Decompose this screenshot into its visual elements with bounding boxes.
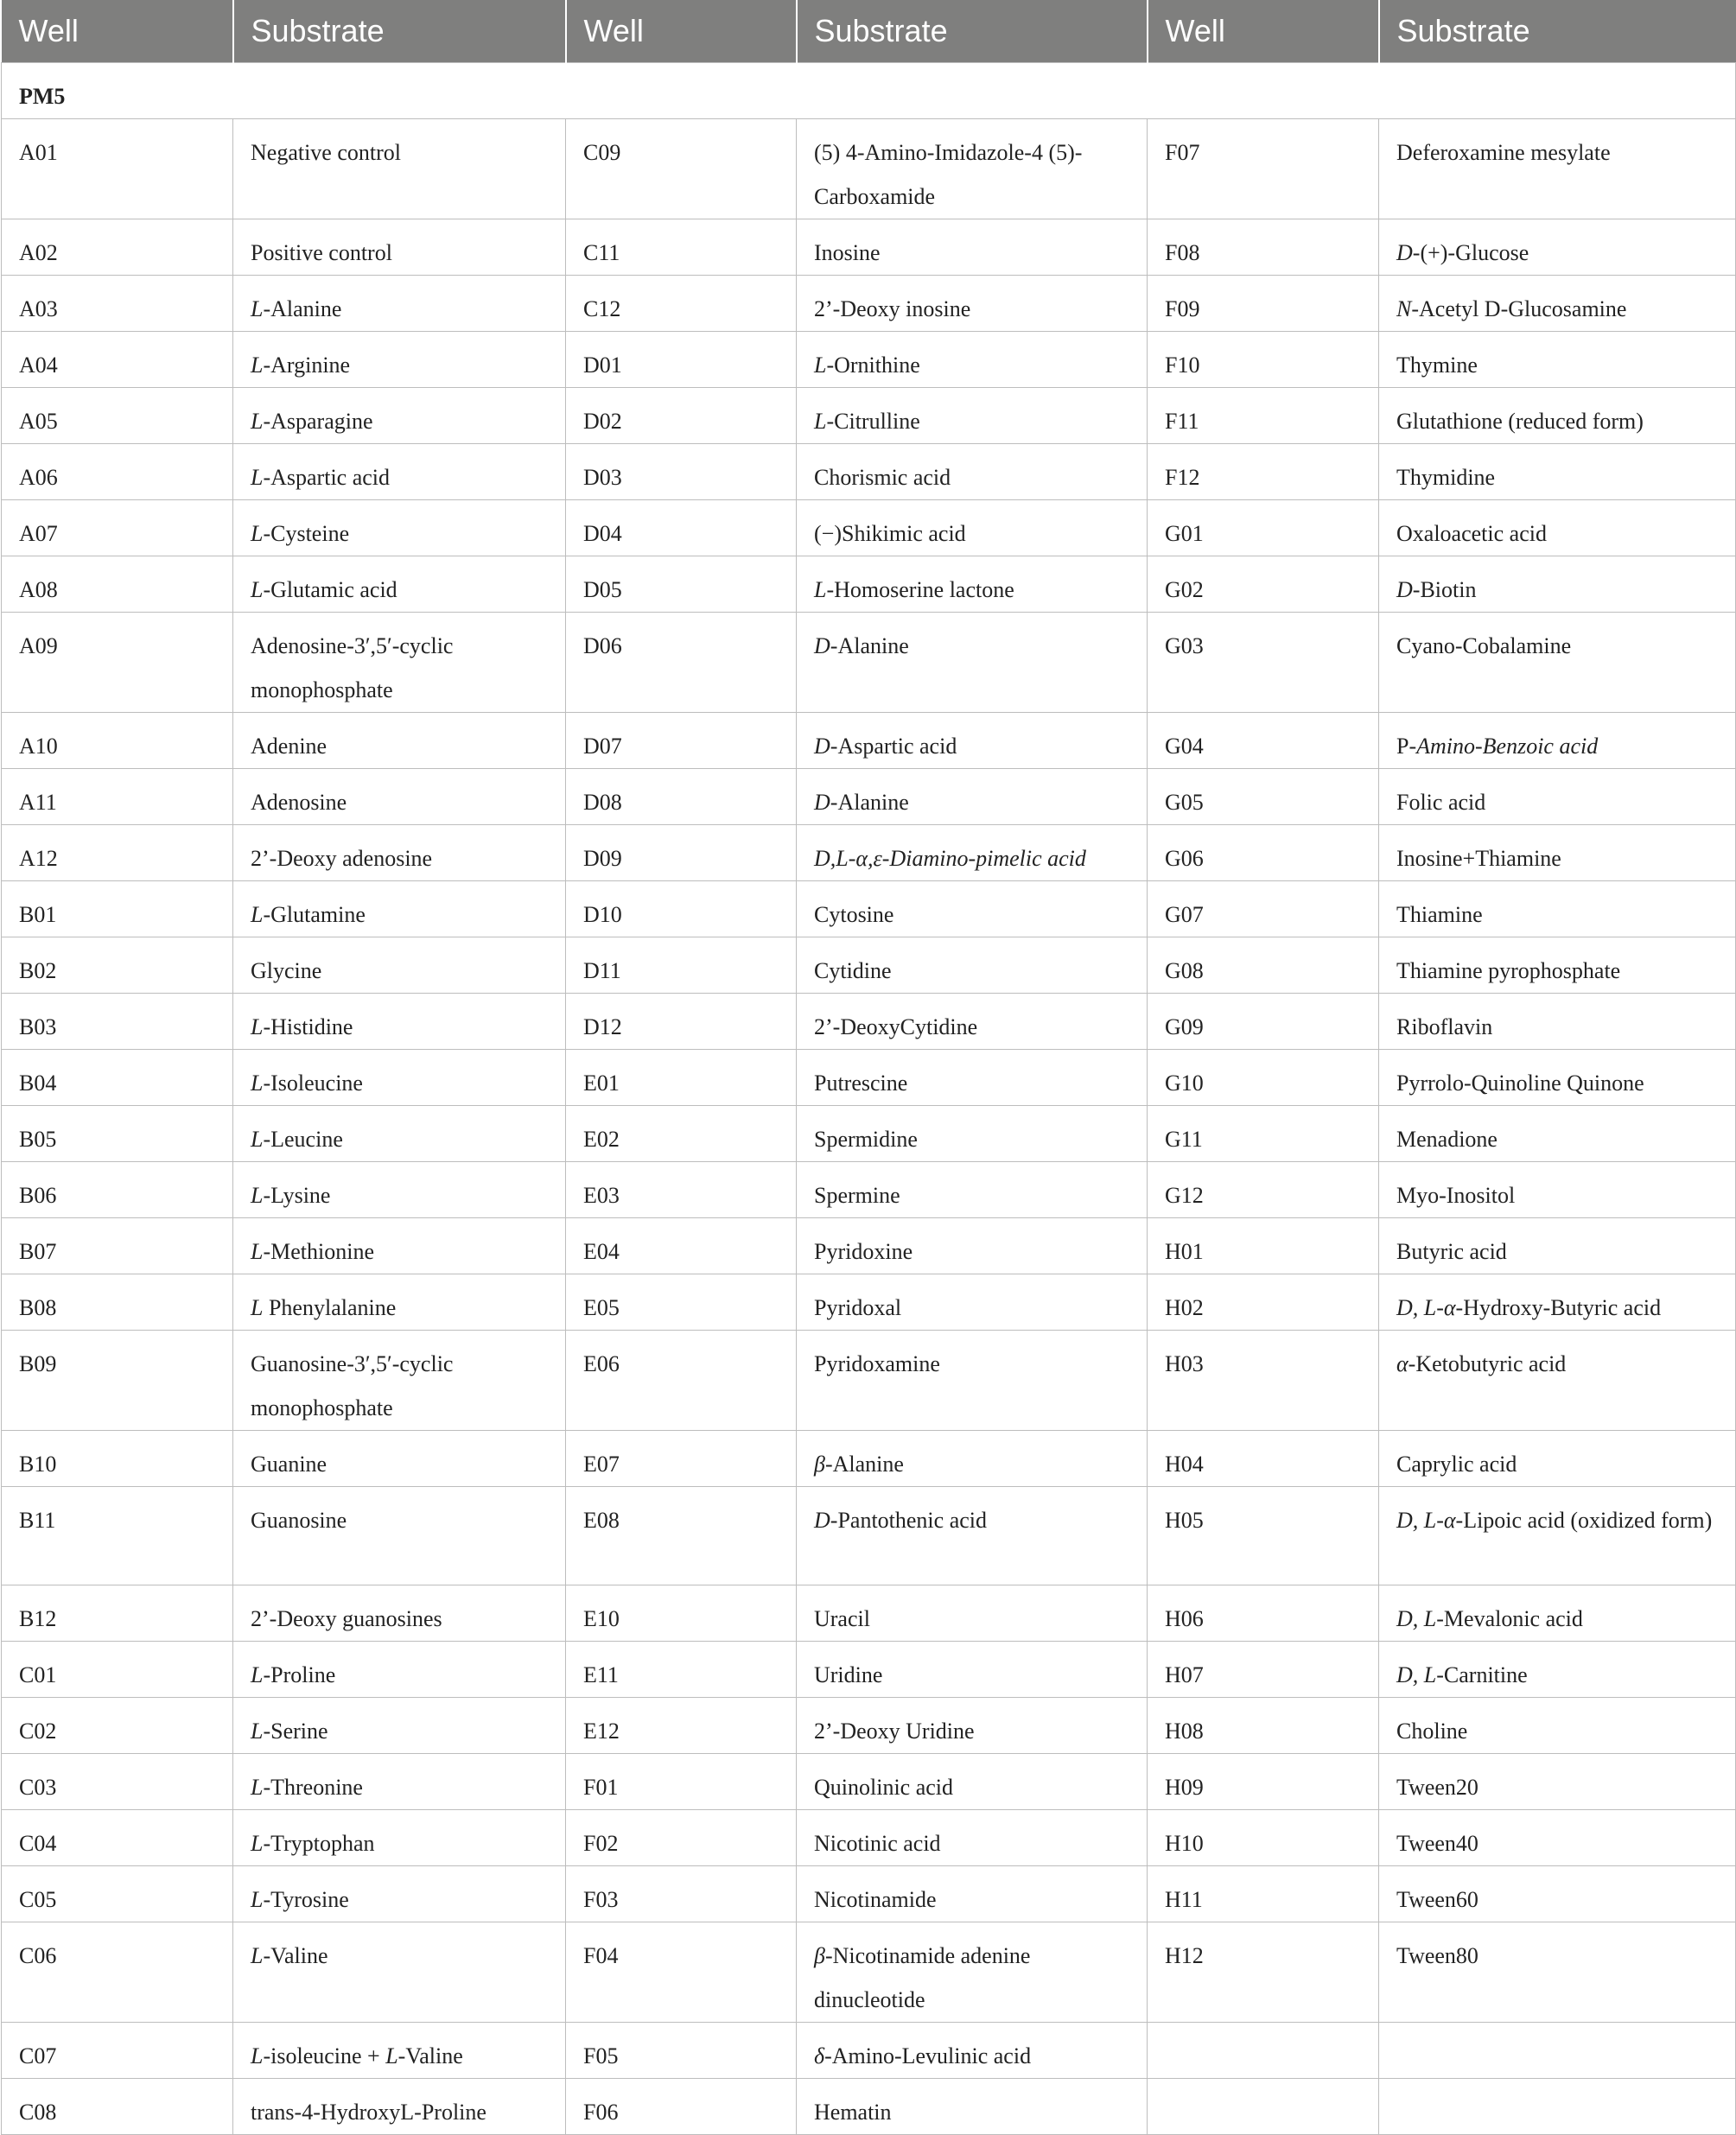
well-cell: A04 — [2, 332, 233, 388]
substrate-cell: Tween40 — [1379, 1810, 1736, 1866]
well-cell: B03 — [2, 994, 233, 1050]
well-cell: F11 — [1148, 388, 1379, 444]
table-row — [2, 2023, 1736, 2079]
well-cell: H02 — [1148, 1274, 1379, 1331]
well-cell: F03 — [566, 1866, 797, 1922]
substrate-cell: 2’-Deoxy guanosines — [233, 1585, 566, 1642]
well-cell: A06 — [2, 444, 233, 500]
substrate-cell: L-Alanine — [233, 276, 566, 332]
well-cell: B07 — [2, 1218, 233, 1274]
substrate-cell: L-Tyrosine — [233, 1866, 566, 1922]
table-row — [2, 1106, 1736, 1162]
table-row — [2, 1866, 1736, 1922]
well-cell: D03 — [566, 444, 797, 500]
substrate-cell: Negative control — [233, 119, 566, 219]
well-cell: B08 — [2, 1274, 233, 1331]
column-header-well: Well — [566, 0, 797, 63]
table-row — [2, 825, 1736, 881]
table-row — [2, 1642, 1736, 1698]
well-cell: H06 — [1148, 1585, 1379, 1642]
well-cell — [1148, 2079, 1379, 2135]
substrate-cell: L-Proline — [233, 1642, 566, 1698]
well-cell: B01 — [2, 881, 233, 937]
well-cell: D05 — [566, 556, 797, 613]
well-cell: D09 — [566, 825, 797, 881]
table-row — [2, 1050, 1736, 1106]
well-cell: A05 — [2, 388, 233, 444]
table-row — [2, 1218, 1736, 1274]
substrate-cell: Quinolinic acid — [797, 1754, 1148, 1810]
well-cell: C07 — [2, 2023, 233, 2079]
well-cell: E01 — [566, 1050, 797, 1106]
table-row — [2, 1274, 1736, 1331]
well-cell: D01 — [566, 332, 797, 388]
table-row — [2, 388, 1736, 444]
substrate-cell: D-Alanine — [797, 613, 1148, 713]
well-cell: A12 — [2, 825, 233, 881]
table-row — [2, 1810, 1736, 1866]
substrate-cell: L-Histidine — [233, 994, 566, 1050]
column-header-well: Well — [2, 0, 233, 63]
well-cell: D06 — [566, 613, 797, 713]
well-cell: G09 — [1148, 994, 1379, 1050]
substrate-cell: Deferoxamine mesylate — [1379, 119, 1736, 219]
substrate-cell: Uridine — [797, 1642, 1148, 1698]
substrate-cell: Cytidine — [797, 937, 1148, 994]
substrate-cell: L Phenylalanine — [233, 1274, 566, 1331]
table-header-row — [2, 0, 1736, 63]
table-row — [2, 1922, 1736, 2023]
table-row — [2, 1585, 1736, 1642]
well-cell: B12 — [2, 1585, 233, 1642]
substrate-cell: Adenosine — [233, 769, 566, 825]
well-cell: D02 — [566, 388, 797, 444]
substrate-cell: L-Citrulline — [797, 388, 1148, 444]
substrate-cell: α-Ketobutyric acid — [1379, 1331, 1736, 1431]
substrate-cell: Riboflavin — [1379, 994, 1736, 1050]
well-cell: E03 — [566, 1162, 797, 1218]
substrate-cell: Cyano-Cobalamine — [1379, 613, 1736, 713]
column-header-substrate: Substrate — [1379, 0, 1736, 63]
well-cell: F12 — [1148, 444, 1379, 500]
substrate-cell: δ-Amino-Levulinic acid — [797, 2023, 1148, 2079]
substrate-cell: D-Biotin — [1379, 556, 1736, 613]
substrate-cell: Butyric acid — [1379, 1218, 1736, 1274]
substrate-cell: Positive control — [233, 219, 566, 276]
well-cell: E12 — [566, 1698, 797, 1754]
table-row — [2, 332, 1736, 388]
well-cell: E06 — [566, 1331, 797, 1431]
well-cell: H11 — [1148, 1866, 1379, 1922]
well-cell: F10 — [1148, 332, 1379, 388]
well-cell: D07 — [566, 713, 797, 769]
substrate-cell: Myo-Inositol — [1379, 1162, 1736, 1218]
substrate-cell: L-Isoleucine — [233, 1050, 566, 1106]
well-cell: C11 — [566, 219, 797, 276]
well-cell: E04 — [566, 1218, 797, 1274]
table-row — [2, 1754, 1736, 1810]
well-cell: C12 — [566, 276, 797, 332]
substrate-cell: L-Glutamine — [233, 881, 566, 937]
substrate-cell: β-Nicotinamide adenine dinucleotide — [797, 1922, 1148, 2023]
well-cell: A03 — [2, 276, 233, 332]
substrate-cell: D, L-α-Lipoic acid (oxidized form) — [1379, 1487, 1736, 1585]
well-cell: G05 — [1148, 769, 1379, 825]
well-cell: G03 — [1148, 613, 1379, 713]
substrate-cell: Oxaloacetic acid — [1379, 500, 1736, 556]
table-row — [2, 556, 1736, 613]
well-cell: A07 — [2, 500, 233, 556]
substrate-cell: Guanosine-3′,5′-cyclic monophosphate — [233, 1331, 566, 1431]
well-cell: C06 — [2, 1922, 233, 2023]
substrate-cell: L-Lysine — [233, 1162, 566, 1218]
well-cell: G08 — [1148, 937, 1379, 994]
well-cell: B04 — [2, 1050, 233, 1106]
well-cell: C01 — [2, 1642, 233, 1698]
substrate-cell: Tween20 — [1379, 1754, 1736, 1810]
substrate-cell: D-Alanine — [797, 769, 1148, 825]
substrate-cell: Chorismic acid — [797, 444, 1148, 500]
substrate-cell: Pyridoxamine — [797, 1331, 1148, 1431]
substrate-cell: Tween80 — [1379, 1922, 1736, 2023]
substrate-cell: L-Aspartic acid — [233, 444, 566, 500]
substrate-cell: D, L-Mevalonic acid — [1379, 1585, 1736, 1642]
substrate-cell: Thiamine — [1379, 881, 1736, 937]
well-cell: B11 — [2, 1487, 233, 1585]
substrate-cell: Thymidine — [1379, 444, 1736, 500]
well-cell: A09 — [2, 613, 233, 713]
well-cell: H10 — [1148, 1810, 1379, 1866]
table-row — [2, 1162, 1736, 1218]
substrate-cell: L-Valine — [233, 1922, 566, 2023]
well-cell: A08 — [2, 556, 233, 613]
well-cell: D04 — [566, 500, 797, 556]
substrate-cell: Glycine — [233, 937, 566, 994]
substrate-cell: 2’-DeoxyCytidine — [797, 994, 1148, 1050]
substrate-cell: Pyridoxal — [797, 1274, 1148, 1331]
substrate-cell: Glutathione (reduced form) — [1379, 388, 1736, 444]
well-cell: H08 — [1148, 1698, 1379, 1754]
substrate-cell: L-Cysteine — [233, 500, 566, 556]
substrate-cell: L-isoleucine + L-Valine — [233, 2023, 566, 2079]
well-cell: H03 — [1148, 1331, 1379, 1431]
substrate-cell: D, L-Carnitine — [1379, 1642, 1736, 1698]
substrate-cell: P-Amino-Benzoic acid — [1379, 713, 1736, 769]
table-row — [2, 276, 1736, 332]
well-cell: F06 — [566, 2079, 797, 2135]
table-row — [2, 881, 1736, 937]
well-cell: A11 — [2, 769, 233, 825]
well-cell: D10 — [566, 881, 797, 937]
substrate-cell: D, L-α-Hydroxy-Butyric acid — [1379, 1274, 1736, 1331]
substrate-cell: Tween60 — [1379, 1866, 1736, 1922]
table-row — [2, 937, 1736, 994]
well-cell: G10 — [1148, 1050, 1379, 1106]
well-cell: A02 — [2, 219, 233, 276]
column-header-substrate: Substrate — [233, 0, 566, 63]
well-cell: C04 — [2, 1810, 233, 1866]
column-header-substrate: Substrate — [797, 0, 1148, 63]
table-row — [2, 994, 1736, 1050]
substrate-cell: Cytosine — [797, 881, 1148, 937]
substrate-cell: L-Asparagine — [233, 388, 566, 444]
substrate-cell: N-Acetyl D-Glucosamine — [1379, 276, 1736, 332]
well-cell: E07 — [566, 1431, 797, 1487]
substrate-cell: L-Ornithine — [797, 332, 1148, 388]
substrate-cell: Menadione — [1379, 1106, 1736, 1162]
well-cell: H05 — [1148, 1487, 1379, 1585]
substrate-cell: Putrescine — [797, 1050, 1148, 1106]
table-row — [2, 500, 1736, 556]
well-cell: G06 — [1148, 825, 1379, 881]
well-cell: E05 — [566, 1274, 797, 1331]
table-row — [2, 1487, 1736, 1585]
substrate-cell: D-Aspartic acid — [797, 713, 1148, 769]
well-cell: G07 — [1148, 881, 1379, 937]
well-cell: H04 — [1148, 1431, 1379, 1487]
substrate-table — [1, 0, 1736, 2135]
substrate-cell: Adenosine-3′,5′-cyclic monophosphate — [233, 613, 566, 713]
well-cell: E08 — [566, 1487, 797, 1585]
substrate-cell: Nicotinic acid — [797, 1810, 1148, 1866]
well-cell: C03 — [2, 1754, 233, 1810]
table-row — [2, 219, 1736, 276]
substrate-cell: Guanosine — [233, 1487, 566, 1585]
well-cell: G02 — [1148, 556, 1379, 613]
substrate-cell: 2’-Deoxy Uridine — [797, 1698, 1148, 1754]
substrate-cell — [1379, 2023, 1736, 2079]
column-header-well: Well — [1148, 0, 1379, 63]
well-cell: A10 — [2, 713, 233, 769]
substrate-cell — [1379, 2079, 1736, 2135]
well-cell: G12 — [1148, 1162, 1379, 1218]
substrate-cell: Folic acid — [1379, 769, 1736, 825]
substrate-cell: Spermine — [797, 1162, 1148, 1218]
well-cell: B10 — [2, 1431, 233, 1487]
substrate-cell: D-(+)-Glucose — [1379, 219, 1736, 276]
well-cell: D11 — [566, 937, 797, 994]
well-cell: C09 — [566, 119, 797, 219]
well-cell: F09 — [1148, 276, 1379, 332]
substrate-cell: Hematin — [797, 2079, 1148, 2135]
substrate-cell: Guanine — [233, 1431, 566, 1487]
well-cell: H12 — [1148, 1922, 1379, 2023]
well-cell: F07 — [1148, 119, 1379, 219]
substrate-cell: L-Methionine — [233, 1218, 566, 1274]
table-row — [2, 769, 1736, 825]
well-cell: A01 — [2, 119, 233, 219]
substrate-cell: Inosine+Thiamine — [1379, 825, 1736, 881]
table-row — [2, 119, 1736, 219]
substrate-cell: Thymine — [1379, 332, 1736, 388]
well-cell: D08 — [566, 769, 797, 825]
table-row — [2, 713, 1736, 769]
substrate-cell: 2’-Deoxy inosine — [797, 276, 1148, 332]
substrate-cell: D-Pantothenic acid — [797, 1487, 1148, 1585]
well-cell: F04 — [566, 1922, 797, 2023]
table-row — [2, 1431, 1736, 1487]
substrate-cell: L-Leucine — [233, 1106, 566, 1162]
substrate-cell: L-Glutamic acid — [233, 556, 566, 613]
table-row — [2, 613, 1736, 713]
group-label: PM5 — [2, 63, 1736, 119]
well-cell: H01 — [1148, 1218, 1379, 1274]
substrate-cell: (5) 4-Amino-Imidazole-4 (5)-Carboxamide — [797, 119, 1148, 219]
table-row — [2, 444, 1736, 500]
table-row — [2, 1331, 1736, 1431]
substrate-cell: L-Threonine — [233, 1754, 566, 1810]
well-cell: G04 — [1148, 713, 1379, 769]
substrate-cell: Spermidine — [797, 1106, 1148, 1162]
substrate-cell: Nicotinamide — [797, 1866, 1148, 1922]
well-cell: D12 — [566, 994, 797, 1050]
substrate-cell: Thiamine pyrophosphate — [1379, 937, 1736, 994]
substrate-cell: L-Homoserine lactone — [797, 556, 1148, 613]
well-cell: C08 — [2, 2079, 233, 2135]
substrate-cell: D,L-α,ε-Diamino-pimelic acid — [797, 825, 1148, 881]
well-cell: E02 — [566, 1106, 797, 1162]
substrate-cell: L-Tryptophan — [233, 1810, 566, 1866]
well-cell: E11 — [566, 1642, 797, 1698]
well-cell: H07 — [1148, 1642, 1379, 1698]
well-cell — [1148, 2023, 1379, 2079]
substrate-cell: L-Arginine — [233, 332, 566, 388]
well-cell: G11 — [1148, 1106, 1379, 1162]
substrate-cell: Uracil — [797, 1585, 1148, 1642]
well-cell: G01 — [1148, 500, 1379, 556]
well-cell: E10 — [566, 1585, 797, 1642]
substrate-cell: Pyridoxine — [797, 1218, 1148, 1274]
group-row — [2, 63, 1736, 119]
well-cell: C02 — [2, 1698, 233, 1754]
substrate-cell: Choline — [1379, 1698, 1736, 1754]
substrate-cell: 2’-Deoxy adenosine — [233, 825, 566, 881]
well-cell: F08 — [1148, 219, 1379, 276]
substrate-cell: Adenine — [233, 713, 566, 769]
well-cell: B09 — [2, 1331, 233, 1431]
well-cell: H09 — [1148, 1754, 1379, 1810]
well-cell: B06 — [2, 1162, 233, 1218]
well-cell: F01 — [566, 1754, 797, 1810]
substrate-cell: Inosine — [797, 219, 1148, 276]
substrate-cell: L-Serine — [233, 1698, 566, 1754]
well-cell: F05 — [566, 2023, 797, 2079]
well-cell: B05 — [2, 1106, 233, 1162]
table-row — [2, 2079, 1736, 2135]
well-cell: B02 — [2, 937, 233, 994]
substrate-cell: Caprylic acid — [1379, 1431, 1736, 1487]
substrate-cell: trans-4-HydroxyL-Proline — [233, 2079, 566, 2135]
well-cell: F02 — [566, 1810, 797, 1866]
substrate-cell: (−)Shikimic acid — [797, 500, 1148, 556]
substrate-cell: Pyrrolo-Quinoline Quinone — [1379, 1050, 1736, 1106]
table-row — [2, 1698, 1736, 1754]
substrate-cell: β-Alanine — [797, 1431, 1148, 1487]
well-cell: C05 — [2, 1866, 233, 1922]
